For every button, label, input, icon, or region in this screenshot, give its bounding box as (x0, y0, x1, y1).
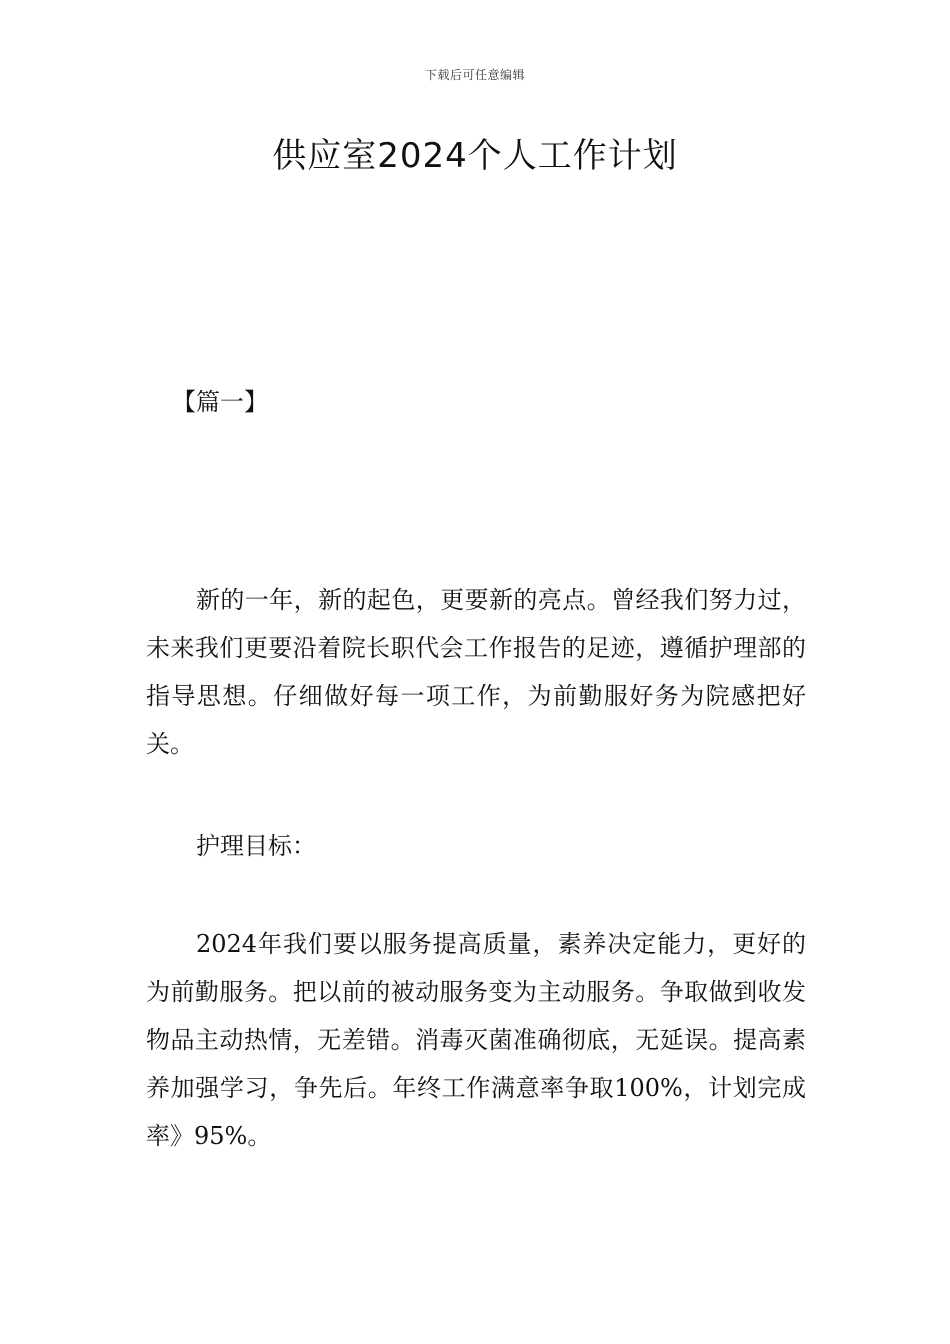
header-note: 下载后可任意编辑 (424, 68, 525, 82)
paragraph-intro: 新的一年，新的起色，更要新的亮点。曾经我们努力过，未来我们更要沿着院长职代会工作报告的足迹，遵循护理部的指导思想。仔细做好每一项工作，为前勤服好务为院感把好关。 (146, 586, 806, 758)
paragraph-goals: 2024年我们要以服务提高质量，素养决定能力，更好的为前勤服务。把以前的被动服务变为主动服务。争取做到收发物品主动热情，无差错。消毒灭菌准确彻底，无延误。提高素养加强学习，争先后。年终工作满意率争取100%，计划完成率》95%。 (146, 930, 806, 1150)
paragraph-goal-heading: 护理目标： (196, 832, 316, 860)
document-title: 供应室2024个人工作计划 (272, 136, 678, 176)
section-label: 【篇一】 (172, 388, 268, 416)
